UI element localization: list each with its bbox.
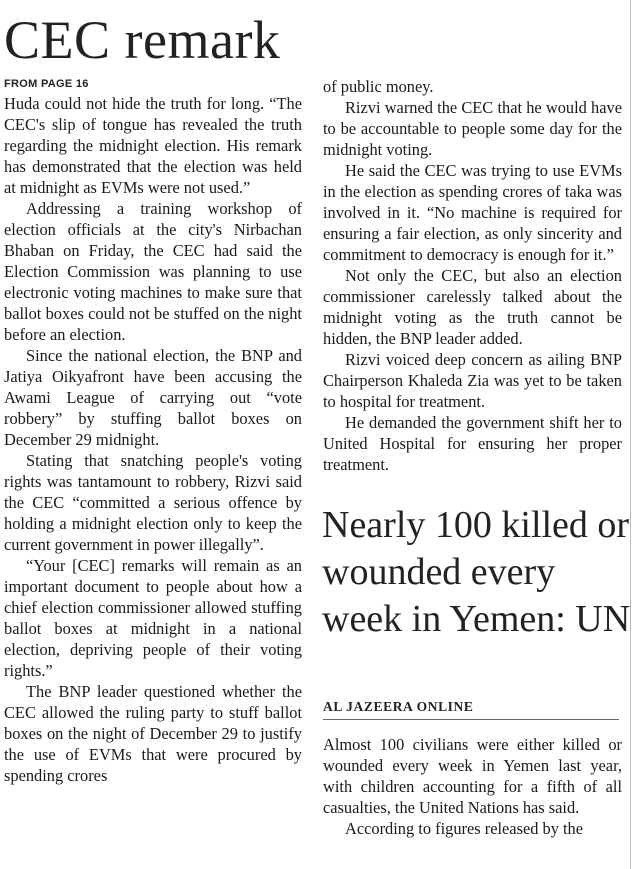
second-article-body — [323, 734, 622, 839]
byline-text: AL JAZEERA ONLINE — [323, 699, 474, 714]
paragraph: Not only the CEC, but also an election commissioner carelessly talked about the midnight voting as the truth cannot be hidden, the BNP leader added. — [323, 266, 622, 348]
paragraph: Huda could not hide the truth for long. “The CEC's slip of tongue has revealed the truth regarding the midnight election. His remark has demonstrated that the election was held at midnight as EVMs were not used.” — [4, 94, 302, 197]
paragraph: Since the national election, the BNP and Jatiya Oikyafront have been accusing the Awami League of carrying out “vote robbery” by stuffing ballot boxes on December 29 midnight. — [4, 346, 302, 449]
paragraph: “Your [CEC] remarks will remain as an important document to people about how a chief election commissioner allowed stuffing ballot boxes at midnight in a national election, depriving people of their voting rights.” — [4, 556, 302, 680]
paragraph: He demanded the government shift her to United Hospital for ensuring her proper treatment. — [323, 413, 622, 474]
paragraph: Rizvi voiced deep concern as ailing BNP Chairperson Khaleda Zia was yet to be taken to hospital for treatment. — [323, 350, 622, 411]
dateline: FROM PAGE 16 — [4, 78, 89, 90]
paragraph: He said the CEC was trying to use EVMs in the election as spending crores of taka was involved in it. “No machine is required for ensuring a fair election, as only sincerity and commitment to democracy is enough for it.” — [323, 161, 622, 264]
second-article-headline: Nearly 100 killed or wounded every week in Yemen: UN — [322, 504, 631, 640]
byline — [323, 698, 619, 720]
paragraph: of public money. — [323, 77, 434, 96]
paragraph: The BNP leader questioned whether the CEC allowed the ruling party to stuff ballot boxes on the night of December 29 to justify the use of EVMs that were procured by spending crores — [4, 682, 302, 785]
article-right-column — [323, 76, 622, 475]
paragraph: Addressing a training workshop of election officials at the city's Nirbachan Bhaban on Friday, the CEC had said the Election Commission was planning to use electronic voting machines to make sure that ballot boxes could not be stuffed on the night before an election. — [4, 199, 302, 344]
article-headline: CEC remark — [4, 10, 281, 70]
article-left-column — [4, 76, 302, 786]
page-edge-rule — [630, 0, 631, 869]
paragraph: Almost 100 civilians were either killed or wounded every week in Yemen last year, with children accounting for a fifth of all casualties, the United Nations has said. — [323, 735, 622, 817]
paragraph: Rizvi warned the CEC that he would have to be accountable to people some day for the midnight voting. — [323, 98, 622, 159]
paragraph: Stating that snatching people's voting rights was tantamount to robbery, Rizvi said the CEC “committed a serious offence by holding a midnight election only to keep the current government in power illegally”. — [4, 451, 302, 554]
paragraph: According to figures released by the — [345, 819, 584, 838]
